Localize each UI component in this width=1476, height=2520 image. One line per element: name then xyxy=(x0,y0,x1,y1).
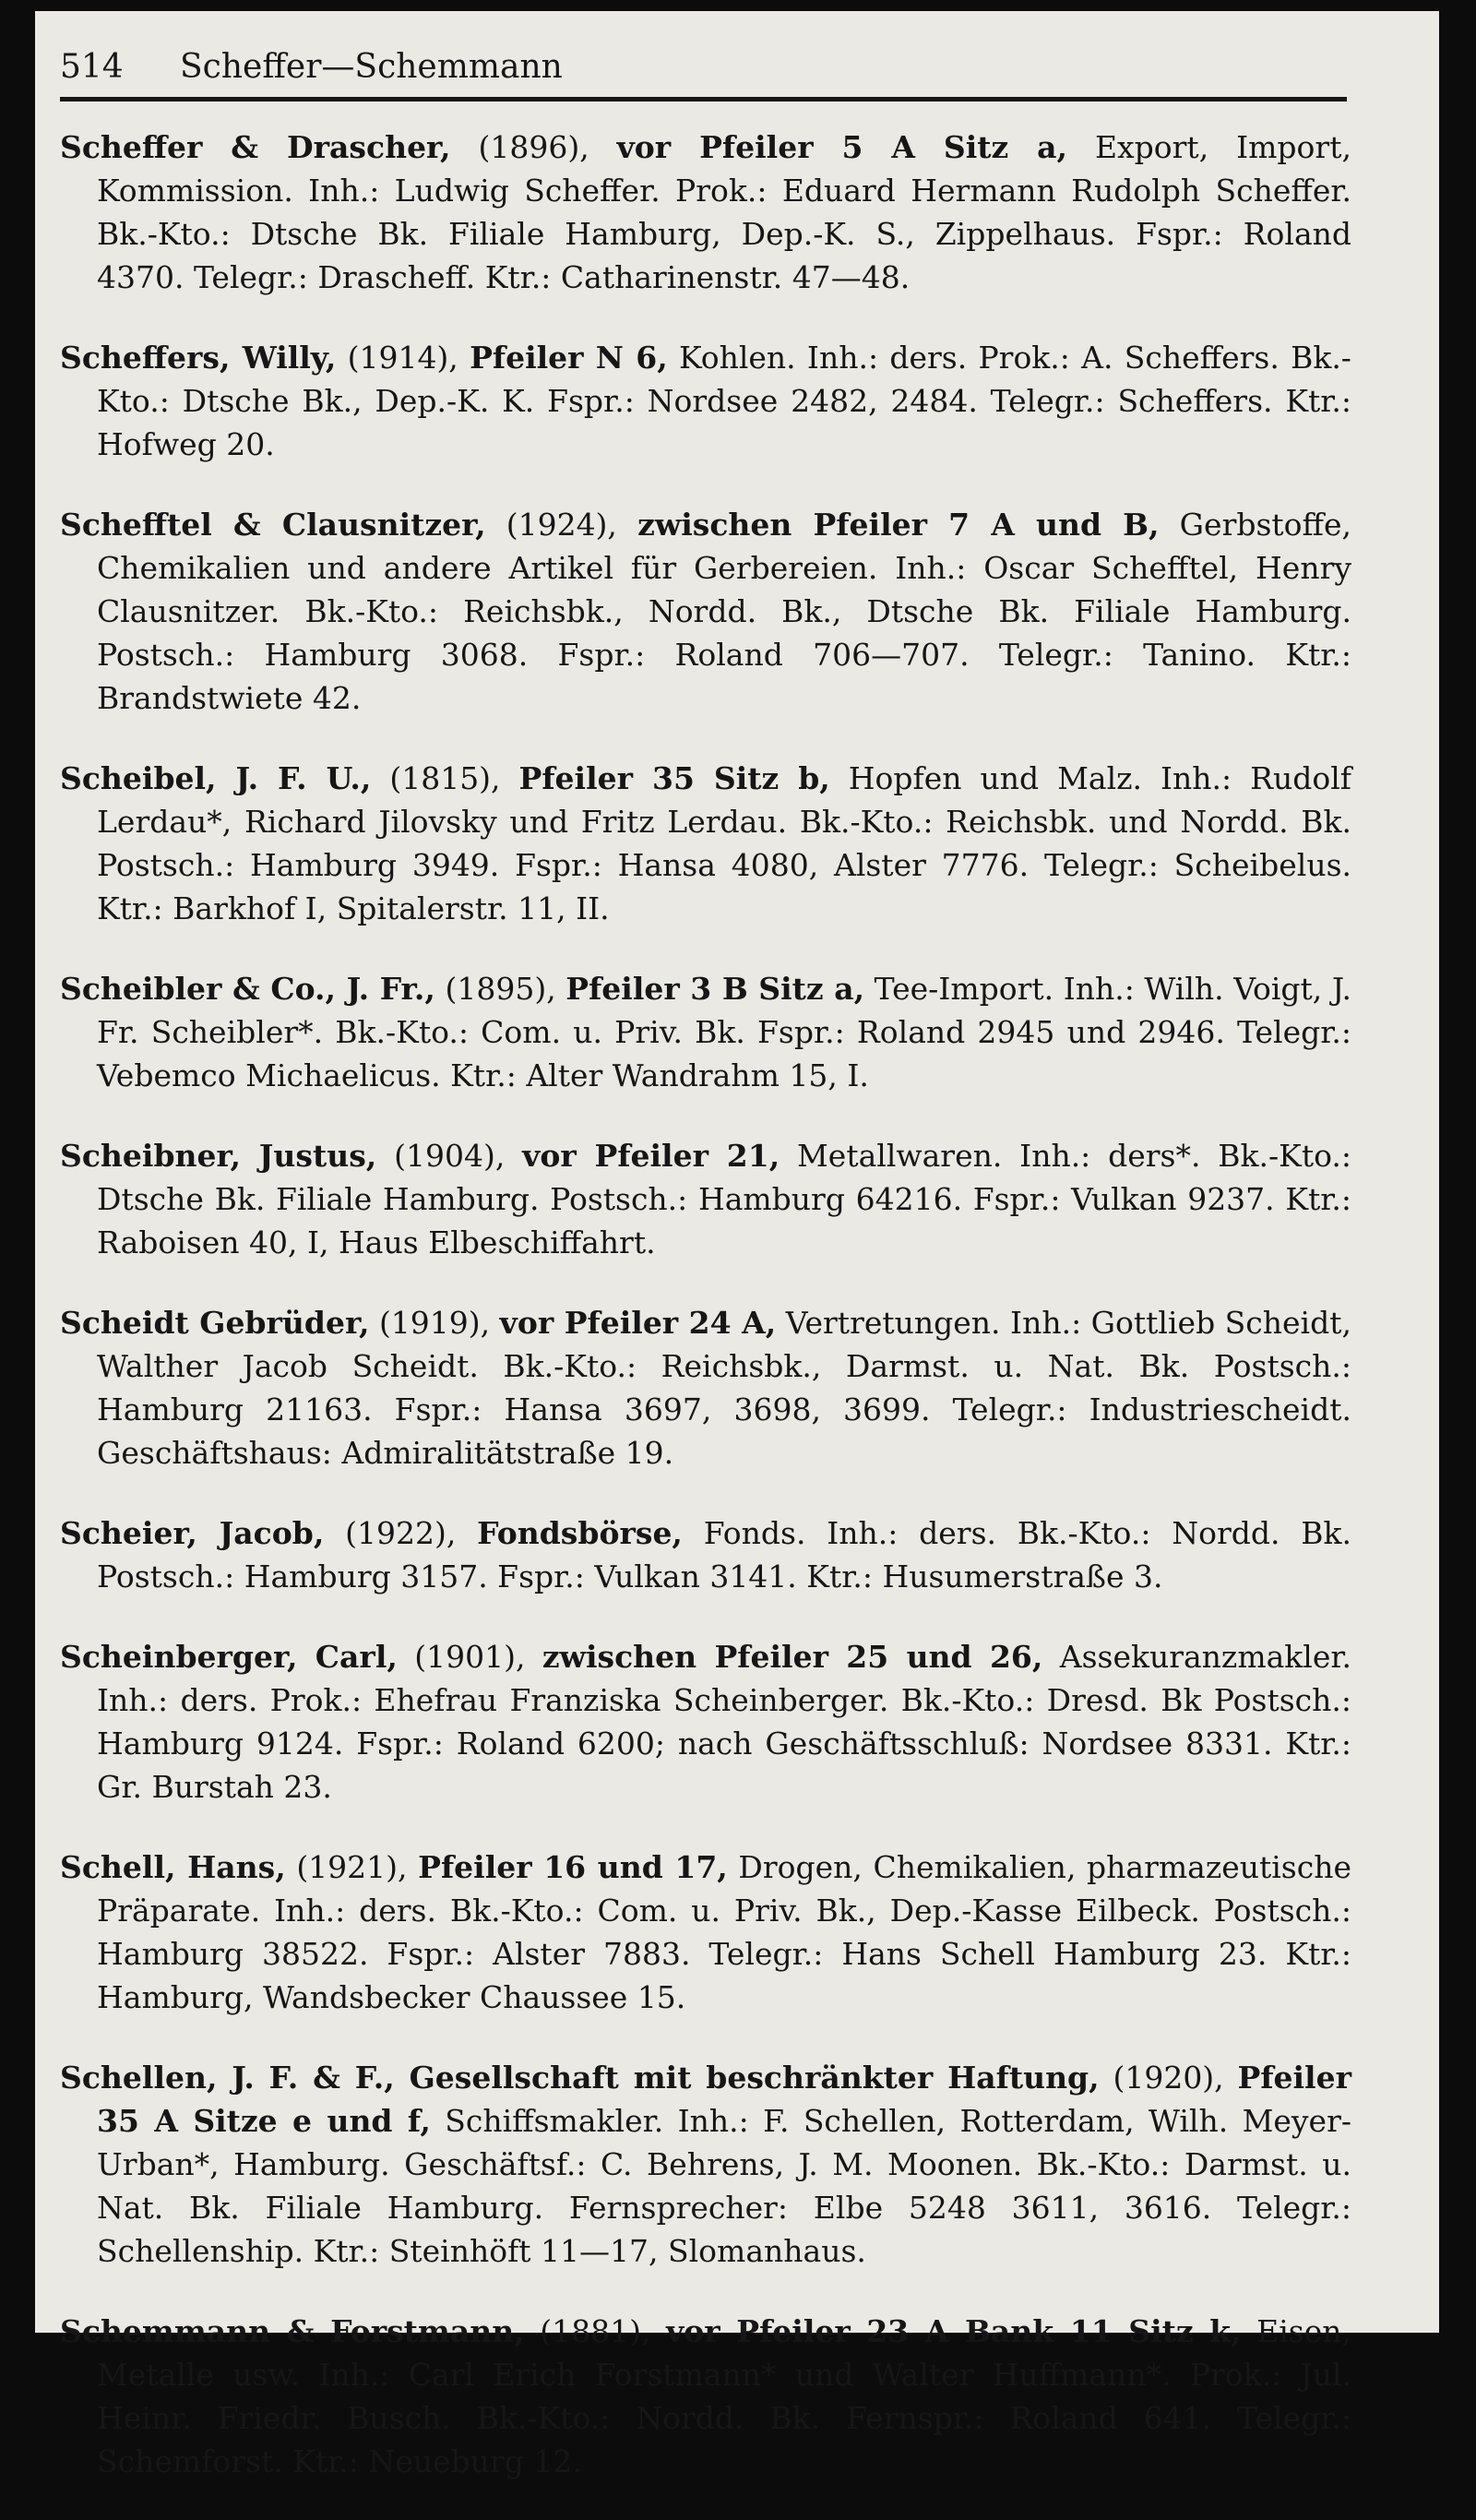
directory-page xyxy=(35,11,1439,2479)
entry-details: Assekuranzmakler. Inh.: ders. Prok.: Ehefrau Franziska Scheinberger. Bk.-Kto.: Dresd. Bk Postsch.: Hamburg 9124. Fspr.: Roland 6200; nach Geschäftsschluß: Nordsee 8331. Ktr.: Gr. Burstah 23. xyxy=(97,1639,1352,1805)
entry-details: Eisen, Metalle usw. Inh.: Carl Erich Forstmann* und Walter Huffmann*. Prok.: Jul. Heinr. Friedr. Busch. Bk.-Kto.: Nordd. Bk. Fernspr.: Roland 641. Telegr.: Schemforst. Ktr.: Neueburg 12. xyxy=(97,2313,1351,2479)
directory-entry xyxy=(60,757,1351,930)
entry-year: (1904), xyxy=(394,1138,506,1174)
directory-entry xyxy=(60,125,1351,299)
entry-name: Scheffer & Drascher, xyxy=(60,129,451,165)
entry-details: Drogen, Chemikalien, pharmazeutische Präparate. Inh.: ders. Bk.-Kto.: Com. u. Priv. Bk., Dep.-Kasse Eilbeck. Postsch.: Hamburg 38522. Fspr.: Alster 7883. Telegr.: Hans Schell Hamburg 23. Ktr.: Hamburg, Wandsbecker Chaussee 15. xyxy=(97,1849,1352,2015)
entry-location: Pfeiler 16 und 17, xyxy=(418,1849,728,1885)
entry-details: Export, Import, Kommission. Inh.: Ludwig Scheffer. Prok.: Eduard Hermann Rudolph Scheffer. Bk.-Kto.: Dtsche Bk. Filiale Hamburg, Dep.-K. S., Zippelhaus. Fspr.: Roland 4370. Telegr.: Drascheff. Ktr.: Catharinenstr. 47—48. xyxy=(97,129,1351,295)
entry-location: vor Pfeiler 24 A, xyxy=(499,1305,777,1341)
entry-location: Pfeiler 35 Sitz b, xyxy=(518,760,830,796)
directory-entry xyxy=(60,503,1351,720)
entry-year: (1895), xyxy=(445,971,556,1007)
directory-entry xyxy=(60,1511,1351,1598)
entry-details: Kohlen. Inh.: ders. Prok.: A. Scheffers. Bk.-Kto.: Dtsche Bk., Dep.-K. K. Fspr.: Nordsee 2482, 2484. Telegr.: Scheffers. Ktr.: Hofweg 20. xyxy=(97,340,1351,462)
entry-details: Metallwaren. Inh.: ders*. Bk.-Kto.: Dtsche Bk. Filiale Hamburg. Postsch.: Hamburg 64216. Fspr.: Vulkan 9237. Ktr.: Raboisen 40, I, Haus Elbeschiffahrt. xyxy=(97,1138,1351,1260)
page-number: 514 xyxy=(60,48,124,86)
entry-year: (1921), xyxy=(296,1849,408,1885)
entry-location: zwischen Pfeiler 7 A und B, xyxy=(637,507,1160,543)
entry-year: (1919), xyxy=(378,1305,491,1341)
entry-year: (1922), xyxy=(345,1515,457,1551)
entry-year: (1896), xyxy=(478,129,589,165)
entry-year: (1920), xyxy=(1113,2060,1224,2096)
entry-name: Scheinberger, Carl, xyxy=(60,1639,398,1675)
entry-details: Tee-Import. Inh.: Wilh. Voigt, J. Fr. Scheibler*. Bk.-Kto.: Com. u. Priv. Bk. Fspr.: Roland 2945 und 2946. Telegr.: Vebemco Michaelicus. Ktr.: Alter Wandrahm 15, I. xyxy=(97,971,1352,1093)
directory-entry xyxy=(60,336,1351,466)
entry-details: Fonds. Inh.: ders. Bk.-Kto.: Nordd. Bk. Postsch.: Hamburg 3157. Fspr.: Vulkan 3141. Ktr.: Husumerstraße 3. xyxy=(97,1515,1351,1594)
entry-name: Scheibel, J. F. U., xyxy=(60,760,372,796)
directory-entry xyxy=(60,1845,1351,2019)
entry-location: vor Pfeiler 5 A Sitz a, xyxy=(616,129,1068,165)
entry-details: Gerbstoffe, Chemikalien und andere Artikel für Gerbereien. Inh.: Oscar Schefftel, Henry Clausnitzer. Bk.-Kto.: Reichsbk., Nordd. Bk., Dtsche Bk. Filiale Hamburg. Postsch.: Hamburg 3068. Fspr.: Roland 706—707. Telegr.: Tanino. Ktr.: Brandstwiete 42. xyxy=(97,507,1351,716)
directory-entry xyxy=(60,2310,1351,2483)
entry-details: Schiffsmakler. Inh.: F. Schellen, Rotterdam, Wilh. Meyer-Urban*, Hamburg. Geschäftsf.: C. Behrens, J. M. Moonen. Bk.-Kto.: Darmst. u. Nat. Bk. Filiale Hamburg. Fernsprecher: Elbe 5248 3611, 3616. Telegr.: Schellenship. Ktr.: Steinhöft 11—17, Slomanhaus. xyxy=(97,2103,1351,2269)
running-title: Scheffer—Schemmann xyxy=(180,48,563,86)
entry-name: Scheidt Gebrüder, xyxy=(60,1305,370,1341)
entry-location: Fondsbörse, xyxy=(477,1515,683,1551)
entry-location: vor Pfeiler 23 A Bank 11 Sitz k, xyxy=(666,2313,1242,2349)
directory-entry xyxy=(60,1134,1351,1264)
directory-entry xyxy=(60,2056,1351,2273)
entry-year: (1881), xyxy=(540,2313,651,2349)
entry-year: (1815), xyxy=(389,760,501,796)
directory-entry xyxy=(60,967,1351,1097)
entry-name: Scheibler & Co., J. Fr., xyxy=(60,971,435,1007)
directory-entry xyxy=(60,1301,1351,1475)
entry-details: Vertretungen. Inh.: Gottlieb Scheidt, Walther Jacob Scheidt. Bk.-Kto.: Reichsbk., Darmst. u. Nat. Bk. Postsch.: Hamburg 21163. Fspr.: Hansa 3697, 3698, 3699. Telegr.: Industriescheidt. Geschäftshaus: Admiralitätstraße 19. xyxy=(97,1305,1351,1471)
entry-details: Hopfen und Malz. Inh.: Rudolf Lerdau*, Richard Jilovsky und Fritz Lerdau. Bk.-Kto.: Reichsbk. und Nordd. Bk. Postsch.: Hamburg 3949. Fspr.: Hansa 4080, Alster 7776. Telegr.: Scheibelus. Ktr.: Barkhof I, Spitalerstr. 11, II. xyxy=(97,760,1351,926)
entry-location: Pfeiler 3 B Sitz a, xyxy=(565,971,865,1007)
entry-list xyxy=(60,125,1351,2520)
entry-year: (1901), xyxy=(414,1639,526,1675)
entry-name: Scheier, Jacob, xyxy=(60,1515,325,1551)
entry-name: Schell, Hans, xyxy=(60,1849,286,1885)
entry-year: (1914), xyxy=(347,340,458,376)
entry-name: Schefftel & Clausnitzer, xyxy=(60,507,486,543)
entry-name: Schemmann & Forstmann, xyxy=(60,2313,525,2349)
directory-entry xyxy=(60,1635,1351,1809)
entry-location: Pfeiler 35 A Sitze e und f, xyxy=(97,2060,1351,2139)
page-header xyxy=(60,43,1347,102)
entry-location: Pfeiler N 6, xyxy=(470,340,668,376)
entry-name: Schellen, J. F. & F., Gesellschaft mit beschränkter Haftung, xyxy=(60,2060,1100,2096)
entry-name: Scheffers, Willy, xyxy=(60,340,337,376)
entry-location: zwischen Pfeiler 25 und 26, xyxy=(542,1639,1043,1675)
entry-year: (1924), xyxy=(506,507,617,543)
entry-location: vor Pfeiler 21, xyxy=(522,1138,780,1174)
entry-name: Scheibner, Justus, xyxy=(60,1138,377,1174)
